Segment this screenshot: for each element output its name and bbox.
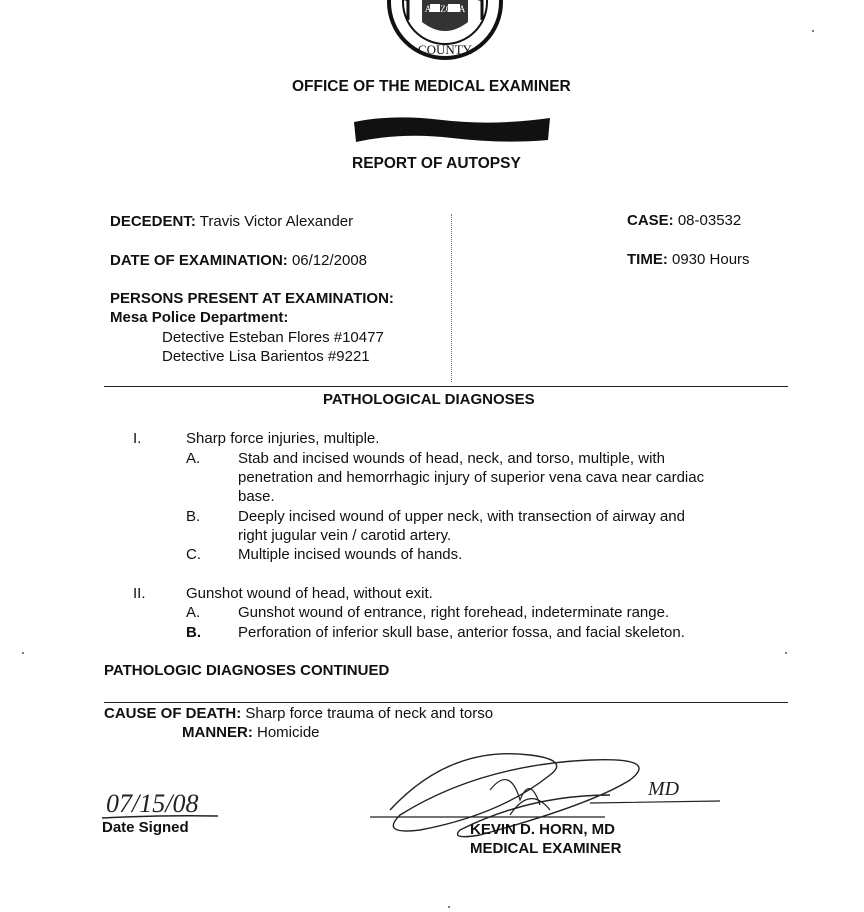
persons-present-label: PERSONS PRESENT AT EXAMINATION:	[110, 290, 394, 307]
scan-speck	[448, 906, 450, 908]
diagnosis-item-line: penetration and hemorrhagic injury of superior vena cava near cardiac	[238, 469, 705, 486]
decedent-name: Travis Victor Alexander	[199, 213, 354, 230]
examiner-name: KEVIN D. HORN, MD	[470, 821, 616, 838]
scan-speck	[785, 652, 787, 654]
scan-speck	[22, 652, 24, 654]
svg-text:MD: MD	[648, 778, 680, 800]
person-present: Detective Lisa Barientos #9221	[162, 348, 370, 365]
diagnosis-letter: A.	[186, 450, 201, 467]
scan-speck	[812, 30, 814, 32]
diagnosis-text: Gunshot wound of head, without exit.	[186, 585, 433, 602]
svg-text:ARIZONA: ARIZONA	[424, 4, 466, 14]
diagnosis-item-line: Stab and incised wounds of head, neck, and torso, multiple, with	[238, 450, 665, 467]
diagnoses-continued-heading: PATHOLOGIC DIAGNOSES CONTINUED	[104, 662, 390, 679]
manner-of-death: Homicide	[257, 724, 320, 741]
exam-date-row: DATE OF EXAMINATION: 06/12/2008	[110, 252, 368, 269]
diagnosis-item-line: right jugular vein / carotid artery.	[238, 527, 452, 544]
diagnosis-number: II.	[133, 585, 146, 602]
department-label: Mesa Police Department:	[110, 309, 289, 326]
handwritten-date	[100, 782, 220, 822]
diagnosis-item-line: Gunshot wound of entrance, right forehead, indeterminate range.	[238, 604, 670, 621]
diagnosis-number: I.	[133, 430, 142, 447]
svg-text:COUNTY: COUNTY	[417, 42, 473, 57]
person-present: Detective Esteban Flores #10477	[162, 329, 384, 346]
case-row: CASE: 08-03532	[627, 212, 742, 229]
exam-date: 06/12/2008	[291, 252, 368, 269]
diagnosis-text: Sharp force injuries, multiple.	[186, 430, 380, 447]
divider-line	[104, 702, 788, 703]
redaction-mark	[352, 114, 552, 144]
examiner-title: MEDICAL EXAMINER	[470, 840, 622, 857]
exam-time: 0930 Hours	[672, 251, 750, 268]
diagnosis-item-line: Deeply incised wound of upper neck, with transection of airway and	[238, 508, 685, 525]
decedent-row: DECEDENT: Travis Victor Alexander	[110, 213, 354, 230]
diagnosis-letter: A.	[186, 604, 201, 621]
case-number: 08-03532	[677, 212, 742, 229]
diagnosis-item-line: Multiple incised wounds of hands.	[238, 546, 463, 563]
diagnosis-item-line: Perforation of inferior skull base, anterior fossa, and facial skeleton.	[238, 624, 685, 641]
pathological-heading: PATHOLOGICAL DIAGNOSES	[323, 391, 535, 408]
diagnosis-letter: B.	[186, 624, 201, 641]
cause-of-death: Sharp force trauma of neck and torso	[245, 705, 494, 722]
diagnosis-letter: B.	[186, 508, 201, 525]
time-row: TIME: 0930 Hours	[627, 251, 750, 268]
svg-text:07/15/08: 07/15/08	[106, 789, 199, 818]
diagnosis-item-line: base.	[238, 488, 275, 505]
date-signed-label: Date Signed	[102, 819, 189, 836]
divider-line	[104, 386, 788, 387]
report-title: REPORT OF AUTOPSY	[352, 155, 521, 172]
column-divider	[451, 214, 452, 382]
county-seal-icon	[386, 0, 504, 70]
cause-of-death-row: CAUSE OF DEATH: Sharp force trauma of neck and torso	[104, 705, 494, 722]
manner-row: MANNER: Homicide	[182, 724, 320, 741]
office-title: OFFICE OF THE MEDICAL EXAMINER	[292, 78, 571, 95]
diagnosis-letter: C.	[186, 546, 201, 563]
